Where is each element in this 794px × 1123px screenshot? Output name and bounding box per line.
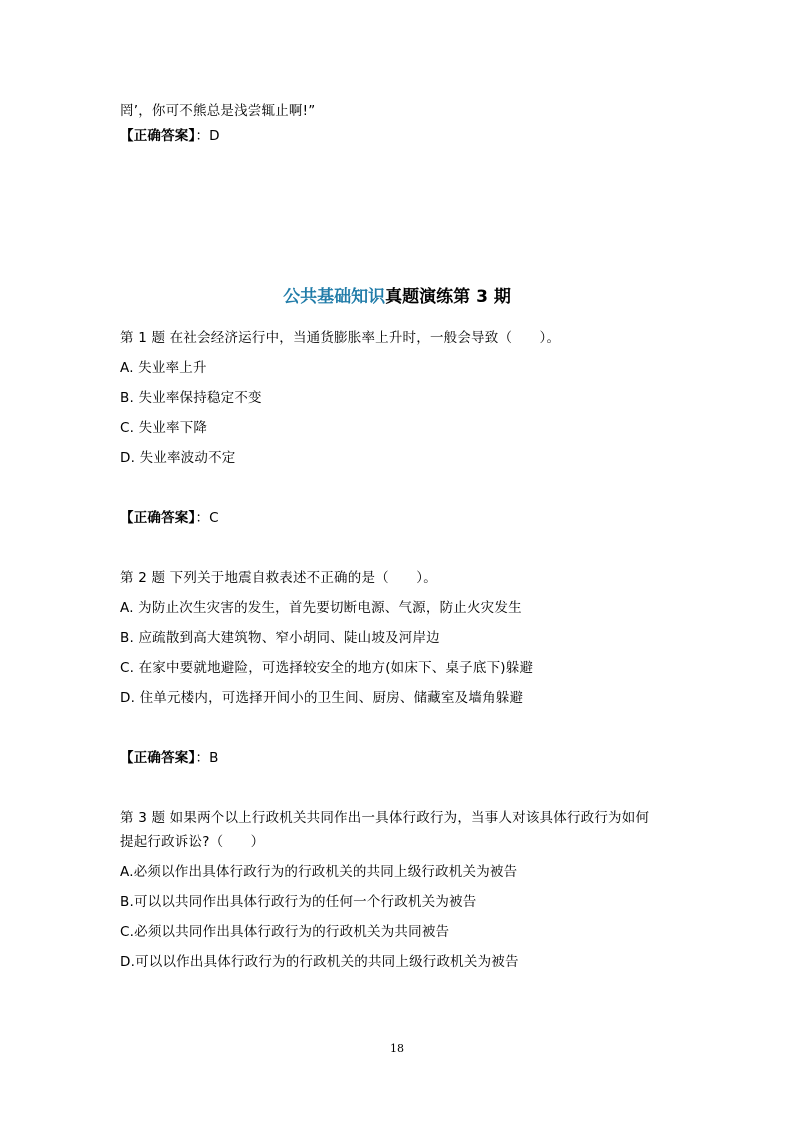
question-3-option-c: C.必须以共同作出具体行政行为的行政机关为共同被告 <box>120 924 450 940</box>
question-2-answer <box>120 749 219 767</box>
answer-value: ：B <box>195 750 219 766</box>
question-1-option-b: B. 失业率保持稳定不变 <box>120 390 262 406</box>
section-title-accent: 公共基础知识 <box>283 287 386 307</box>
question-3-stem-line-2: 提起行政诉讼?（ ） <box>120 834 265 850</box>
question-1-option-a: A. 失业率上升 <box>120 360 207 376</box>
question-2-option-b: B. 应疏散到高大建筑物、窄小胡同、陡山坡及河岸边 <box>120 630 440 646</box>
previous-answer <box>120 127 220 145</box>
answer-label: 【正确答案】 <box>120 510 196 526</box>
answer-value: ：C <box>195 510 219 526</box>
question-3-option-a: A.必须以作出具体行政行为的行政机关的共同上级行政机关为被告 <box>120 864 518 880</box>
question-2-option-d: D. 住单元楼内，可选择开间小的卫生间、厨房、储藏室及墙角躲避 <box>120 690 524 706</box>
question-2-stem: 第 2 题 下列关于地震自救表述不正确的是（ ）。 <box>120 570 437 586</box>
question-3-option-d: D.可以以作出具体行政行为的行政机关的共同上级行政机关为被告 <box>120 954 519 970</box>
section-title-rest: 真题演练第 3 期 <box>385 287 511 307</box>
question-1-option-c: C. 失业率下降 <box>120 420 208 436</box>
question-1-option-d: D. 失业率波动不定 <box>120 450 236 466</box>
answer-label: 【正确答案】 <box>120 128 196 144</box>
previous-question-tail: 罔’，你可不熊总是浅尝辄止啊!” <box>120 103 316 119</box>
page-number: 18 <box>390 1042 404 1055</box>
section-title <box>0 286 794 308</box>
question-2-option-a: A. 为防止次生灾害的发生，首先要切断电源、气源，防止火灾发生 <box>120 600 522 616</box>
question-2-option-c: C. 在家中要就地避险，可选择较安全的地方(如床下、桌子底下)躲避 <box>120 660 534 676</box>
answer-label: 【正确答案】 <box>120 750 196 766</box>
answer-value: ：D <box>195 128 220 144</box>
question-3-stem-line-1: 第 3 题 如果两个以上行政机关共同作出一具体行政行为，当事人对该具体行政行为如何 <box>120 810 650 826</box>
question-1-stem: 第 1 题 在社会经济运行中，当通货膨胀率上升时，一般会导致（ ）。 <box>120 330 561 346</box>
question-1-answer <box>120 509 219 527</box>
question-3-option-b: B.可以以共同作出具体行政行为的任何一个行政机关为被告 <box>120 894 477 910</box>
